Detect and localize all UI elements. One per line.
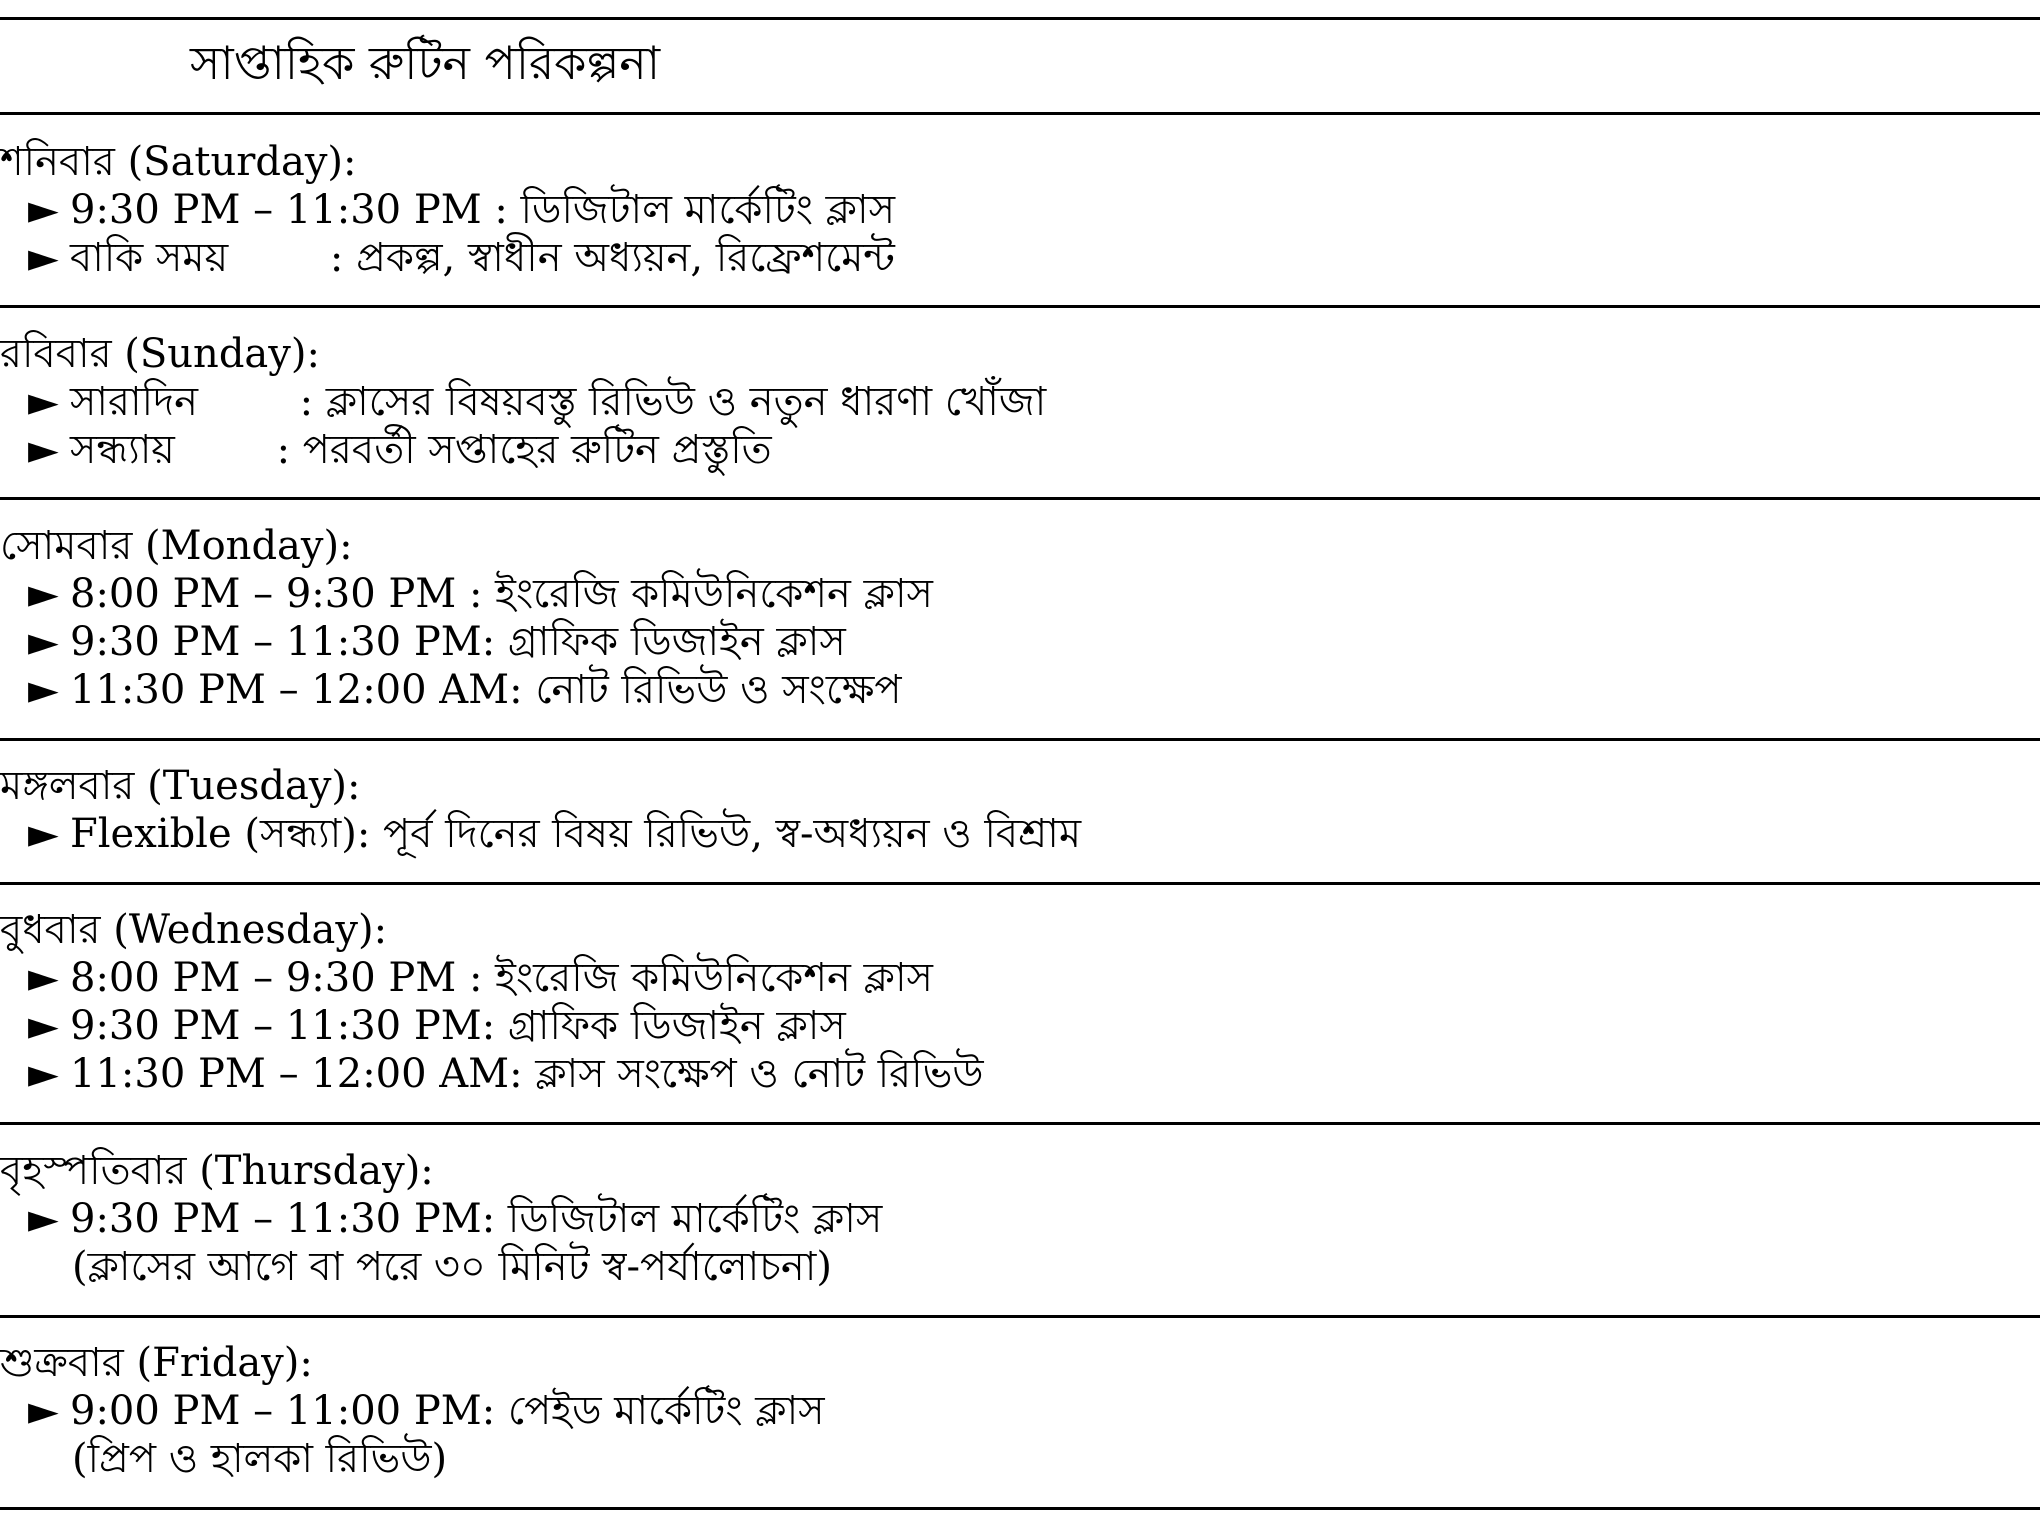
day-heading-sunday: রবিবার (Sunday): bbox=[0, 331, 320, 377]
day-heading-friday: শুক্রবার (Friday): bbox=[0, 1340, 313, 1386]
bullet-arrow-icon: ► bbox=[28, 1388, 59, 1434]
bullet-arrow-icon: ► bbox=[28, 379, 59, 425]
rule-after-thursday bbox=[0, 1315, 2040, 1318]
schedule-line-text: 11:30 PM – 12:00 AM: নোট রিভিউ ও সংক্ষেপ bbox=[70, 667, 902, 713]
rule-after-friday bbox=[0, 1507, 2040, 1510]
schedule-line bbox=[28, 1002, 846, 1050]
schedule-line bbox=[28, 378, 1046, 426]
schedule-line bbox=[28, 426, 772, 474]
schedule-line-text: সারাদিন : ক্লাসের বিষয়বস্তু রিভিউ ও নতুন ধারণা খোঁজা bbox=[70, 379, 1047, 425]
schedule-line-text: 11:30 PM – 12:00 AM: ক্লাস সংক্ষেপ ও নোট রিভিউ bbox=[70, 1051, 984, 1097]
day-heading-monday: সোমবার (Monday): bbox=[0, 523, 353, 569]
schedule-line bbox=[28, 618, 846, 666]
schedule-line-text: Flexible (সন্ধ্যা): পূর্ব দিনের বিষয় রিভিউ, স্ব-অধ্যয়ন ও বিশ্রাম bbox=[70, 811, 1082, 857]
schedule-line-text: 8:00 PM – 9:30 PM : ইংরেজি কমিউনিকেশন ক্লাস bbox=[70, 955, 933, 1001]
schedule-line-text: 9:00 PM – 11:00 PM: পেইড মার্কেটিং ক্লাস bbox=[70, 1388, 825, 1434]
schedule-line-text: সন্ধ্যায় : পরবর্তী সপ্তাহের রুটিন প্রস্তুতি bbox=[70, 427, 772, 473]
schedule-line bbox=[28, 1195, 882, 1243]
schedule-line-text: 8:00 PM – 9:30 PM : ইংরেজি কমিউনিকেশন ক্লাস bbox=[70, 571, 933, 617]
rule-after-sunday bbox=[0, 497, 2040, 500]
schedule-line bbox=[28, 810, 1081, 858]
rule-after-title bbox=[0, 112, 2040, 115]
bullet-arrow-icon: ► bbox=[28, 955, 59, 1001]
rule-after-monday bbox=[0, 738, 2040, 741]
page-title: সাপ্তাহিক রুটিন পরিকল্পনা bbox=[190, 36, 661, 90]
schedule-note: (ক্লাসের আগে বা পরে ৩০ মিনিট স্ব-পর্যালোচনা) bbox=[72, 1244, 832, 1290]
schedule-line bbox=[28, 186, 895, 234]
schedule-note: (প্রিপ ও হালকা রিভিউ) bbox=[72, 1436, 448, 1482]
bullet-arrow-icon: ► bbox=[28, 427, 59, 473]
schedule-line-text: 9:30 PM – 11:30 PM: গ্রাফিক ডিজাইন ক্লাস bbox=[70, 619, 846, 665]
bullet-arrow-icon: ► bbox=[28, 187, 59, 233]
bullet-arrow-icon: ► bbox=[28, 571, 59, 617]
rule-after-wednesday bbox=[0, 1122, 2040, 1125]
schedule-line-text: বাকি সময় : প্রকল্প, স্বাধীন অধ্যয়ন, রিফ্রেশমেন্ট bbox=[70, 235, 895, 281]
bullet-arrow-icon: ► bbox=[28, 1196, 59, 1242]
bullet-arrow-icon: ► bbox=[28, 619, 59, 665]
day-heading-wednesday: বুধবার (Wednesday): bbox=[0, 907, 388, 953]
bullet-arrow-icon: ► bbox=[28, 235, 59, 281]
schedule-line-text: 9:30 PM – 11:30 PM: ডিজিটাল মার্কেটিং ক্লাস bbox=[70, 1196, 883, 1242]
day-heading-thursday: বৃহস্পতিবার (Thursday): bbox=[0, 1148, 434, 1194]
schedule-line-text: 9:30 PM – 11:30 PM: গ্রাফিক ডিজাইন ক্লাস bbox=[70, 1003, 846, 1049]
day-heading-saturday: শনিবার (Saturday): bbox=[0, 139, 357, 185]
schedule-line bbox=[28, 954, 933, 1002]
bullet-arrow-icon: ► bbox=[28, 1003, 59, 1049]
rule-after-saturday bbox=[0, 305, 2040, 308]
rule-after-tuesday bbox=[0, 882, 2040, 885]
schedule-line bbox=[28, 1387, 825, 1435]
rule-top bbox=[0, 17, 2040, 20]
bullet-arrow-icon: ► bbox=[28, 667, 59, 713]
day-heading-tuesday: মঙ্গলবার (Tuesday): bbox=[0, 763, 361, 809]
bullet-arrow-icon: ► bbox=[28, 1051, 59, 1097]
schedule-line bbox=[28, 234, 895, 282]
schedule-line bbox=[28, 570, 933, 618]
schedule-line bbox=[28, 666, 902, 714]
schedule-line-text: 9:30 PM – 11:30 PM : ডিজিটাল মার্কেটিং ক্লাস bbox=[70, 187, 896, 233]
bullet-arrow-icon: ► bbox=[28, 811, 59, 857]
schedule-line bbox=[28, 1050, 984, 1098]
